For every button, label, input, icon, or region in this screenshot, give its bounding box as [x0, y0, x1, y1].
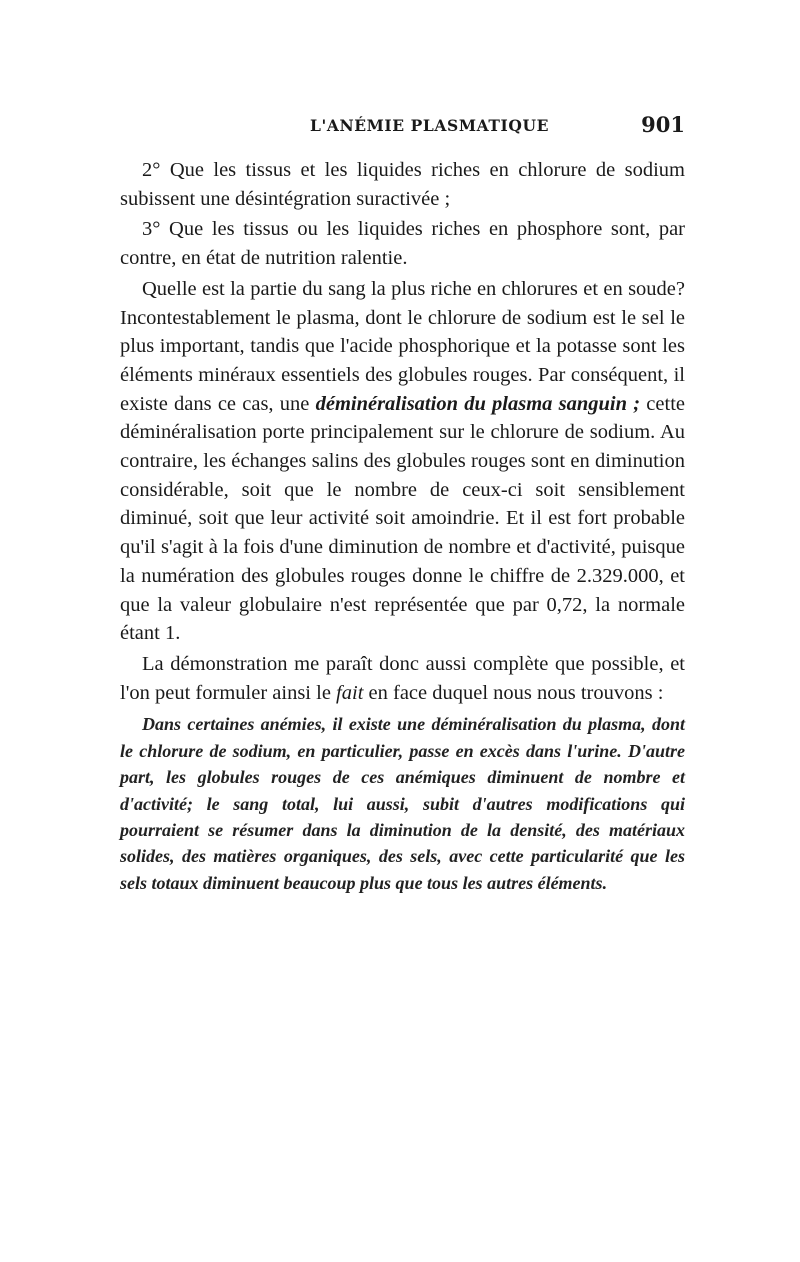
- emphasis-text: déminéralisation du plasma sanguin ;: [315, 392, 641, 415]
- paragraph-conclusion: Dans certaines anémies, il existe une déminéralisation du plasma, dont le chlorure de sodium, en particulier, passe en excès dans l'urine. D'autre part, les globules rouges de ces anémiques diminuent de nombre et d'activité; le sang total, lui aussi, subit d'autres modifications qui pourraient se résumer dans la diminution de la densité, des matériaux solides, des matières organiques, des sels, avec cette particularité que les sels totaux diminuent beaucoup plus que tous les autres éléments.: [120, 714, 685, 893]
- paragraph-demonstration: [120, 650, 685, 707]
- page-number: 901: [641, 112, 685, 137]
- paragraph-text: La démonstration me paraît donc aussi complète que possible, et l'on peut formuler ainsi le: [120, 652, 685, 704]
- body-text: [120, 156, 685, 898]
- paragraph-plasma-analysis: [120, 275, 685, 648]
- running-head: [120, 112, 685, 146]
- paragraph-point-2: 2° Que les tissus et les liquides riches en chlorure de sodium subissent une désintégration suractivée ;: [120, 159, 685, 210]
- paragraph-text: en face duquel nous nous trouvons :: [363, 681, 664, 704]
- emphasis-text: fait: [336, 681, 364, 704]
- running-title: L'ANÉMIE PLASMATIQUE: [310, 116, 549, 135]
- paragraph-text: cette déminéralisation porte principalement sur le chlorure de sodium. Au contraire, les échanges salins des globules rouges sont en diminution considérable, soit que le nombre de ceux-ci soit sensiblement diminué, soit que leur activité soit amoindrie. Et il est fort probable qu'il s'agit à la fois d'une diminution de nombre et d'activité, puisque la numération des globules rouges donne le chiffre de 2.329.000, et que la valeur globulaire n'est représentée que par 0,72, la normale étant 1.: [120, 392, 685, 645]
- paragraph-point-3: 3° Que les tissus ou les liquides riches en phosphore sont, par contre, en état de nutrition ralentie.: [120, 218, 685, 270]
- paragraph-text: Quelle est la partie du sang la plus riche en chlorures et en soude? Incontestablement le plasma, dont le chlorure de sodium est le sel le plus important, tandis que l'acide phosphorique et la potasse sont les éléments minéraux essentiels des globules rouges. Par conséquent, il existe dans ce cas, une: [120, 277, 685, 415]
